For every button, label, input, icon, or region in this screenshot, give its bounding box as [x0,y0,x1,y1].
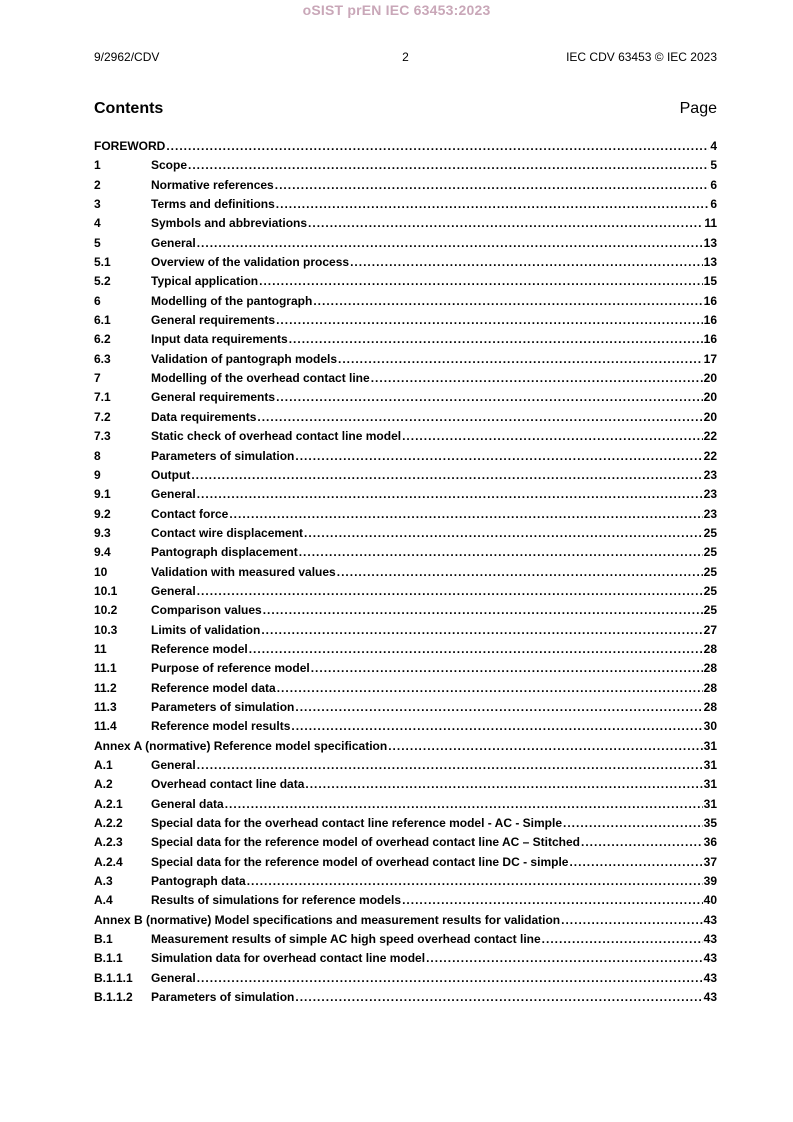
toc-entry-page: 22 [703,429,717,444]
toc-entry-title: Annex A (normative) Reference model specification [94,738,388,753]
toc-entry[interactable] [94,487,717,506]
toc-entry[interactable] [94,623,717,642]
toc-entry[interactable] [94,178,717,197]
toc-entry-page: 6 [710,197,717,212]
dot-leader [569,855,702,869]
toc-entry-number: 7.3 [94,429,111,444]
toc-entry-number: 4 [94,216,101,231]
dot-leader [166,139,709,153]
toc-entry-page: 13 [703,235,717,250]
toc-entry-page: 22 [703,448,717,463]
toc-entry-number: 11.4 [94,719,117,734]
toc-entry[interactable] [94,449,717,468]
toc-entry-number: 2 [94,177,101,192]
toc-entry-title: Modelling of the pantograph [151,293,313,308]
toc-entry-page: 31 [703,738,717,753]
toc-entry-title: Limits of validation [151,622,261,637]
toc-entry-title: Overview of the validation process [151,255,350,270]
dot-leader [276,390,703,404]
toc-entry-page: 30 [703,719,717,734]
toc-entry[interactable] [94,642,717,661]
watermark: oSIST prEN IEC 63453:2023 [302,2,491,18]
dot-leader [191,468,702,482]
toc-entry[interactable] [94,468,717,487]
table-of-contents [94,139,717,1009]
toc-entry-number: 10 [94,564,108,579]
dot-leader [276,313,703,327]
toc-entry-number: A.2.3 [94,835,123,850]
toc-entry-page: 40 [703,893,717,908]
dot-leader [291,719,702,733]
toc-entry-page: 28 [703,641,717,656]
toc-entry-page: 20 [703,409,717,424]
toc-entry-number: A.2 [94,777,113,792]
toc-entry-number: A.2.4 [94,854,123,869]
toc-entry-number: 7 [94,371,101,386]
toc-entry-number: A.2.1 [94,796,123,811]
toc-entry-page: 13 [703,255,717,270]
dot-leader [311,661,703,675]
toc-entry-title: Validation of pantograph models [151,351,338,366]
dot-leader [197,971,703,985]
toc-entry-number: 1 [94,158,101,173]
toc-entry-page: 28 [703,661,717,676]
toc-entry-page: 23 [703,487,717,502]
toc-entry-number: 10.3 [94,622,118,637]
toc-entry[interactable] [94,816,717,835]
toc-entry-number: 5.2 [94,274,111,289]
toc-entry-number: 6.2 [94,332,111,347]
toc-entry-page: 27 [703,622,717,637]
dot-leader [313,294,702,308]
toc-entry-page: 43 [703,932,717,947]
toc-entry-title: Reference model data [151,680,276,695]
page-number: 2 [402,50,409,64]
toc-entry-number: 8 [94,448,101,463]
toc-entry[interactable] [94,797,717,816]
dot-leader [581,835,703,849]
toc-entry-title: Normative references [151,177,274,192]
dot-leader [275,178,710,192]
toc-entry[interactable] [94,758,717,777]
toc-entry-title: Validation with measured values [151,564,336,579]
dot-leader [337,565,703,579]
dot-leader [188,158,709,172]
dot-leader [257,410,702,424]
toc-entry-title: Symbols and abbreviations [151,216,308,231]
contents-title: Contents [94,100,164,117]
toc-entry-page: 5 [710,158,717,173]
toc-entry-title: Pantograph data [151,874,246,889]
dot-leader [371,371,703,385]
toc-entry-title: Purpose of reference model [151,661,310,676]
toc-entry-title: Special data for the reference model of overhead contact line AC – Stitched [151,835,580,850]
toc-entry-page: 35 [703,816,717,831]
dot-leader [197,236,703,250]
toc-entry[interactable] [94,777,717,796]
toc-entry-title: General data [151,796,224,811]
document-reference: 9/2962/CDV [94,50,160,64]
toc-entry[interactable] [94,236,717,255]
toc-entry-page: 15 [703,274,717,289]
page-column-label: Page [679,100,717,117]
toc-entry[interactable] [94,565,717,584]
toc-entry[interactable] [94,932,717,951]
toc-entry-title: Overhead contact line data [151,777,305,792]
dot-leader [259,274,703,288]
toc-entry-title: General [151,487,196,502]
dot-leader [338,352,703,366]
toc-entry-page: 23 [703,506,717,521]
toc-entry-number: 5 [94,235,101,250]
toc-entry-number: A.3 [94,874,113,889]
toc-entry-number: 11.2 [94,680,117,695]
dot-leader [295,700,702,714]
toc-entry-page: 6 [710,177,717,192]
toc-entry-title: FOREWORD [94,139,166,153]
toc-entry[interactable] [94,700,717,719]
copyright-notice: IEC CDV 63453 © IEC 2023 [566,50,717,64]
dot-leader [261,623,702,637]
dot-leader [426,951,703,965]
dot-leader [388,739,702,753]
toc-entry-title: Scope [151,158,188,173]
toc-entry-number: 9 [94,467,101,482]
toc-entry-number: 5.1 [94,255,111,270]
toc-entry[interactable] [94,139,717,158]
toc-entry-title: Results of simulations for reference models [151,893,402,908]
dot-leader [295,990,702,1004]
toc-entry-title: Measurement results of simple AC high speed overhead contact line [151,932,541,947]
toc-entry-number: 9.2 [94,506,111,521]
toc-entry[interactable] [94,390,717,409]
toc-entry[interactable] [94,893,717,912]
toc-entry[interactable] [94,410,717,429]
toc-entry-page: 31 [703,758,717,772]
toc-entry-page: 23 [703,467,717,482]
toc-entry-number: B.1.1 [94,951,123,966]
dot-leader [402,893,703,907]
toc-entry-title: Reference model [151,641,248,656]
toc-entry-title: Data requirements [151,409,257,424]
toc-entry-page: 25 [703,583,717,598]
toc-entry-title: Annex B (normative) Model specifications and measurement results for validation [94,912,561,927]
dot-leader [304,526,703,540]
toc-entry-title: Contact wire displacement [151,525,304,540]
toc-entry[interactable] [94,526,717,545]
dot-leader [289,332,703,346]
dot-leader [561,913,703,927]
dot-leader [295,449,702,463]
toc-entry[interactable] [94,603,717,622]
toc-entry[interactable] [94,274,717,293]
toc-entry[interactable] [94,835,717,854]
toc-entry-page: 11 [704,216,717,231]
toc-entry-page: 25 [703,525,717,540]
toc-entry-title: Special data for the overhead contact line reference model - AC - Simple [151,816,562,831]
toc-entry-number: 10.1 [94,583,118,598]
toc-entry[interactable] [94,332,717,351]
toc-entry-number: 10.2 [94,603,118,618]
toc-entry-page: 25 [703,545,717,560]
toc-entry[interactable] [94,216,717,235]
dot-leader [299,545,703,559]
dot-leader [263,603,703,617]
toc-entry-page: 16 [703,332,717,347]
toc-entry[interactable] [94,681,717,700]
dot-leader [563,816,703,830]
toc-entry-number: A.4 [94,893,113,908]
toc-entry-number: A.2.2 [94,816,123,831]
toc-entry-title: Parameters of simulation [151,699,295,714]
toc-entry-title: Comparison values [151,603,262,618]
toc-entry[interactable] [94,951,717,970]
toc-entry-title: Parameters of simulation [151,990,295,1005]
toc-entry-title: General [151,235,196,250]
toc-entry-title: Pantograph displacement [151,545,298,560]
toc-entry-number: 3 [94,197,101,212]
toc-entry[interactable] [94,313,717,332]
toc-entry[interactable] [94,661,717,680]
toc-entry-title: Typical application [151,274,259,289]
toc-entry-title: Modelling of the overhead contact line [151,371,370,386]
toc-entry-number: 7.2 [94,409,111,424]
toc-entry[interactable] [94,913,717,932]
toc-entry-page: 31 [703,777,717,792]
toc-entry[interactable] [94,294,717,313]
toc-entry-title: Terms and definitions [151,197,275,212]
dot-leader [197,487,703,501]
toc-entry-page: 16 [703,293,717,308]
toc-entry-page: 31 [703,796,717,811]
dot-leader [308,216,703,230]
toc-entry-title: General requirements [151,313,276,328]
toc-entry-number: 6.1 [94,313,111,328]
dot-leader [225,797,703,811]
toc-entry[interactable] [94,158,717,177]
toc-entry[interactable] [94,197,717,216]
toc-entry-number: B.1.1.1 [94,970,133,985]
toc-entry-page: 28 [703,699,717,714]
toc-entry-page: 17 [703,351,717,366]
toc-entry-number: 9.1 [94,487,111,502]
toc-entry-title: General [151,583,196,598]
dot-leader [197,758,703,772]
toc-entry-number: 9.3 [94,525,111,540]
toc-entry-number: A.1 [94,758,113,772]
toc-entry-title: Parameters of simulation [151,448,295,463]
toc-entry[interactable] [94,971,717,990]
toc-entry-number: B.1 [94,932,113,947]
toc-entry[interactable] [94,507,717,526]
toc-entry[interactable] [94,584,717,603]
toc-entry-page: 43 [703,990,717,1005]
toc-entry[interactable] [94,352,717,371]
toc-entry[interactable] [94,874,717,893]
dot-leader [229,507,702,521]
toc-entry-page: 36 [703,835,717,850]
toc-entry-page: 37 [703,854,717,869]
toc-entry-page: 43 [703,951,717,966]
toc-entry-title: Simulation data for overhead contact line model [151,951,426,966]
toc-entry-number: 11.3 [94,699,117,714]
toc-entry-page: 25 [703,564,717,579]
dot-leader [277,681,703,695]
toc-entry-number: 11.1 [94,661,117,676]
toc-entry[interactable] [94,545,717,564]
toc-entry-title: General [151,758,196,772]
page-header [94,50,717,66]
dot-leader [402,429,703,443]
toc-entry-number: 7.1 [94,390,111,405]
dot-leader [247,874,703,888]
toc-entry-page: 28 [703,680,717,695]
toc-entry[interactable] [94,255,717,274]
dot-leader [350,255,703,269]
contents-heading [94,100,717,122]
toc-entry-number: 9.4 [94,545,111,560]
toc-entry-title: Contact force [151,506,229,521]
toc-entry-page: 43 [703,912,717,927]
toc-entry[interactable] [94,371,717,390]
toc-entry-page: 25 [703,603,717,618]
dot-leader [305,777,702,791]
dot-leader [249,642,703,656]
toc-entry-page: 39 [703,874,717,889]
toc-entry[interactable] [94,990,717,1009]
toc-entry-page: 20 [703,390,717,405]
toc-entry-title: Reference model results [151,719,291,734]
toc-entry[interactable] [94,855,717,874]
toc-entry-page: 16 [703,313,717,328]
toc-entry-page: 43 [703,970,717,985]
toc-entry-number: B.1.1.2 [94,990,133,1005]
toc-entry[interactable] [94,719,717,738]
toc-entry-number: 6.3 [94,351,111,366]
toc-entry[interactable] [94,429,717,448]
toc-entry-title: General [151,970,196,985]
toc-entry[interactable] [94,739,717,758]
dot-leader [276,197,710,211]
toc-entry-title: Input data requirements [151,332,288,347]
dot-leader [542,932,703,946]
toc-entry-page: 20 [703,371,717,386]
toc-entry-number: 11 [94,641,107,656]
toc-entry-title: Output [151,467,191,482]
toc-entry-title: Static check of overhead contact line model [151,429,402,444]
toc-entry-title: Special data for the reference model of overhead contact line DC - simple [151,854,569,869]
toc-entry-number: 6 [94,293,101,308]
dot-leader [197,584,703,598]
toc-entry-title: General requirements [151,390,276,405]
toc-entry-page: 4 [710,139,717,153]
